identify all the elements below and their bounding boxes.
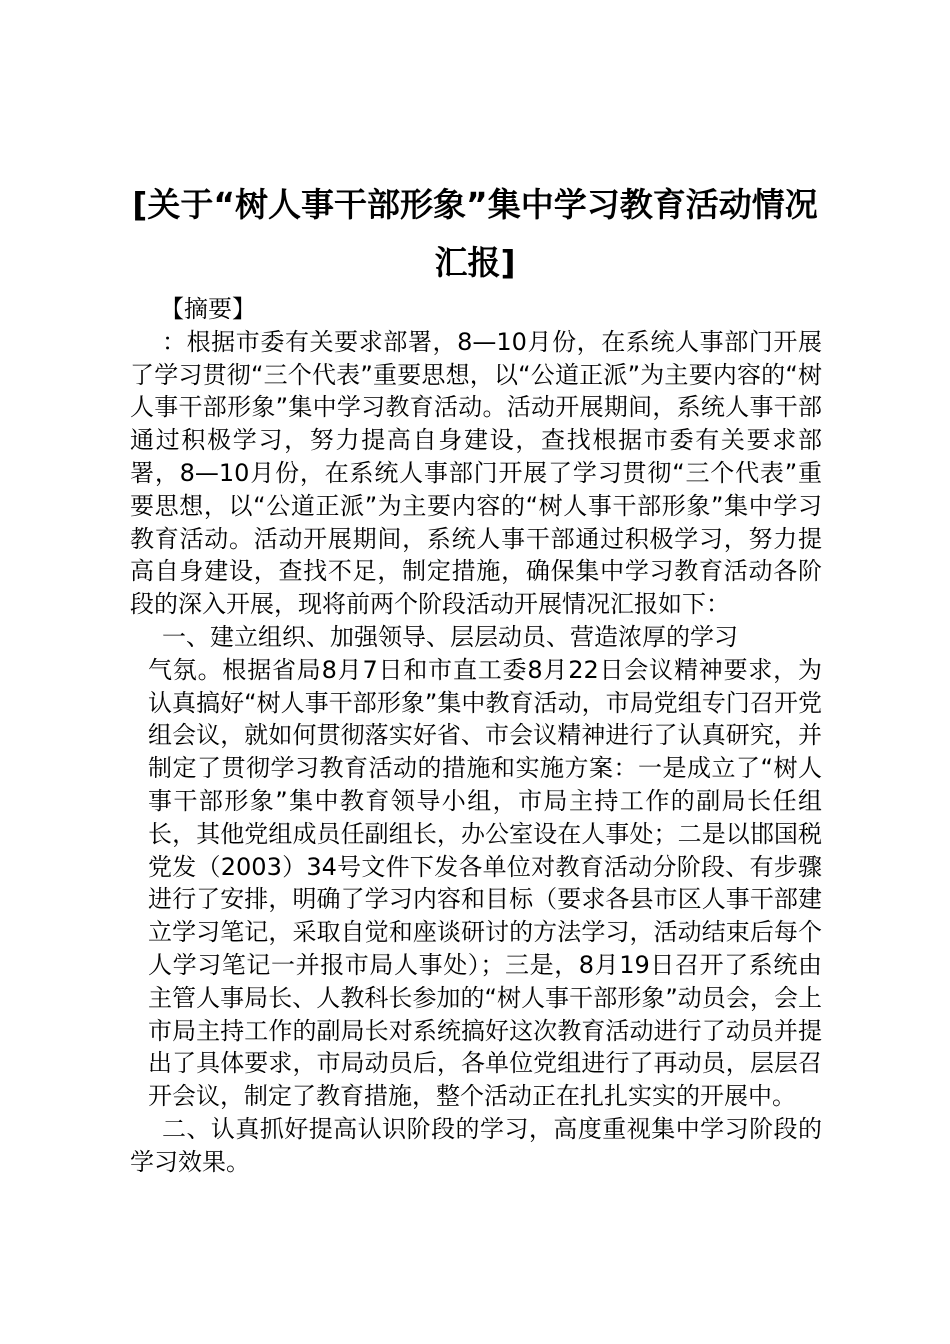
- abstract-paragraph: ：根据市委有关要求部署，8—10月份，在系统人事部门开展了学习贯彻“三个代表”重要思想，以“公道正派”为主要内容的“树人事干部形象”集中学习教育活动。活动开展期间，系统人事干部通过积极学习，努力提高自身建设，查找根据市委有关要求部署，8—10月份，在系统人事部门开展了学习贯彻“三个代表”重要思想，以“公道正派”为主要内容的“树人事干部形象”集中学习教育活动。活动开展期间，系统人事干部通过积极学习，努力提高自身建设，查找不足，制定措施，确保集中学习教育活动各阶段的深入开展，现将前两个阶段活动开展情况汇报如下：: [130, 327, 822, 619]
- section-heading-2: 二、认真抓好提高认识阶段的学习，高度重视集中学习阶段的学习效果。: [130, 1114, 822, 1176]
- section-1-paragraph: 气氛。根据省局8月7日和市直工委8月22日会议精神要求，为认真搞好“树人事干部形象”集中教育活动，市局党组专门召开党组会议，就如何贯彻落实好省、市会议精神进行了认真研究，并制定了贯彻学习教育活动的措施和实施方案：一是成立了“树人事干部形象”集中教育领导小组，市局主持工作的副局长任组长，其他党组成员任副组长，办公室设在人事处；二是以邯国税党发（2003）34号文件下发各单位对教育活动分阶段、有步骤进行了安排，明确了学习内容和目标（要求各县市区人事干部建立学习笔记，采取自觉和座谈研讨的方法学习，活动结束后每个人学习笔记一并报市局人事处）；三是，8月19日召开了系统由主管人事局长、人教科长参加的“树人事干部形象”动员会，会上市局主持工作的副局长对系统搞好这次教育活动进行了动员并提出了具体要求，市局动员后，各单位党组进行了再动员，层层召开会议，制定了教育措施，整个活动正在扎扎实实的开展中。: [148, 655, 822, 1111]
- document-title: [关于“树人事干部形象”集中学习教育活动情况汇报]: [132, 185, 818, 282]
- abstract-label: 【摘要】: [160, 295, 256, 323]
- document-body: [130, 293, 822, 1179]
- section-heading-1: 一、建立组织、加强领导、层层动员、营造浓厚的学习: [162, 622, 738, 651]
